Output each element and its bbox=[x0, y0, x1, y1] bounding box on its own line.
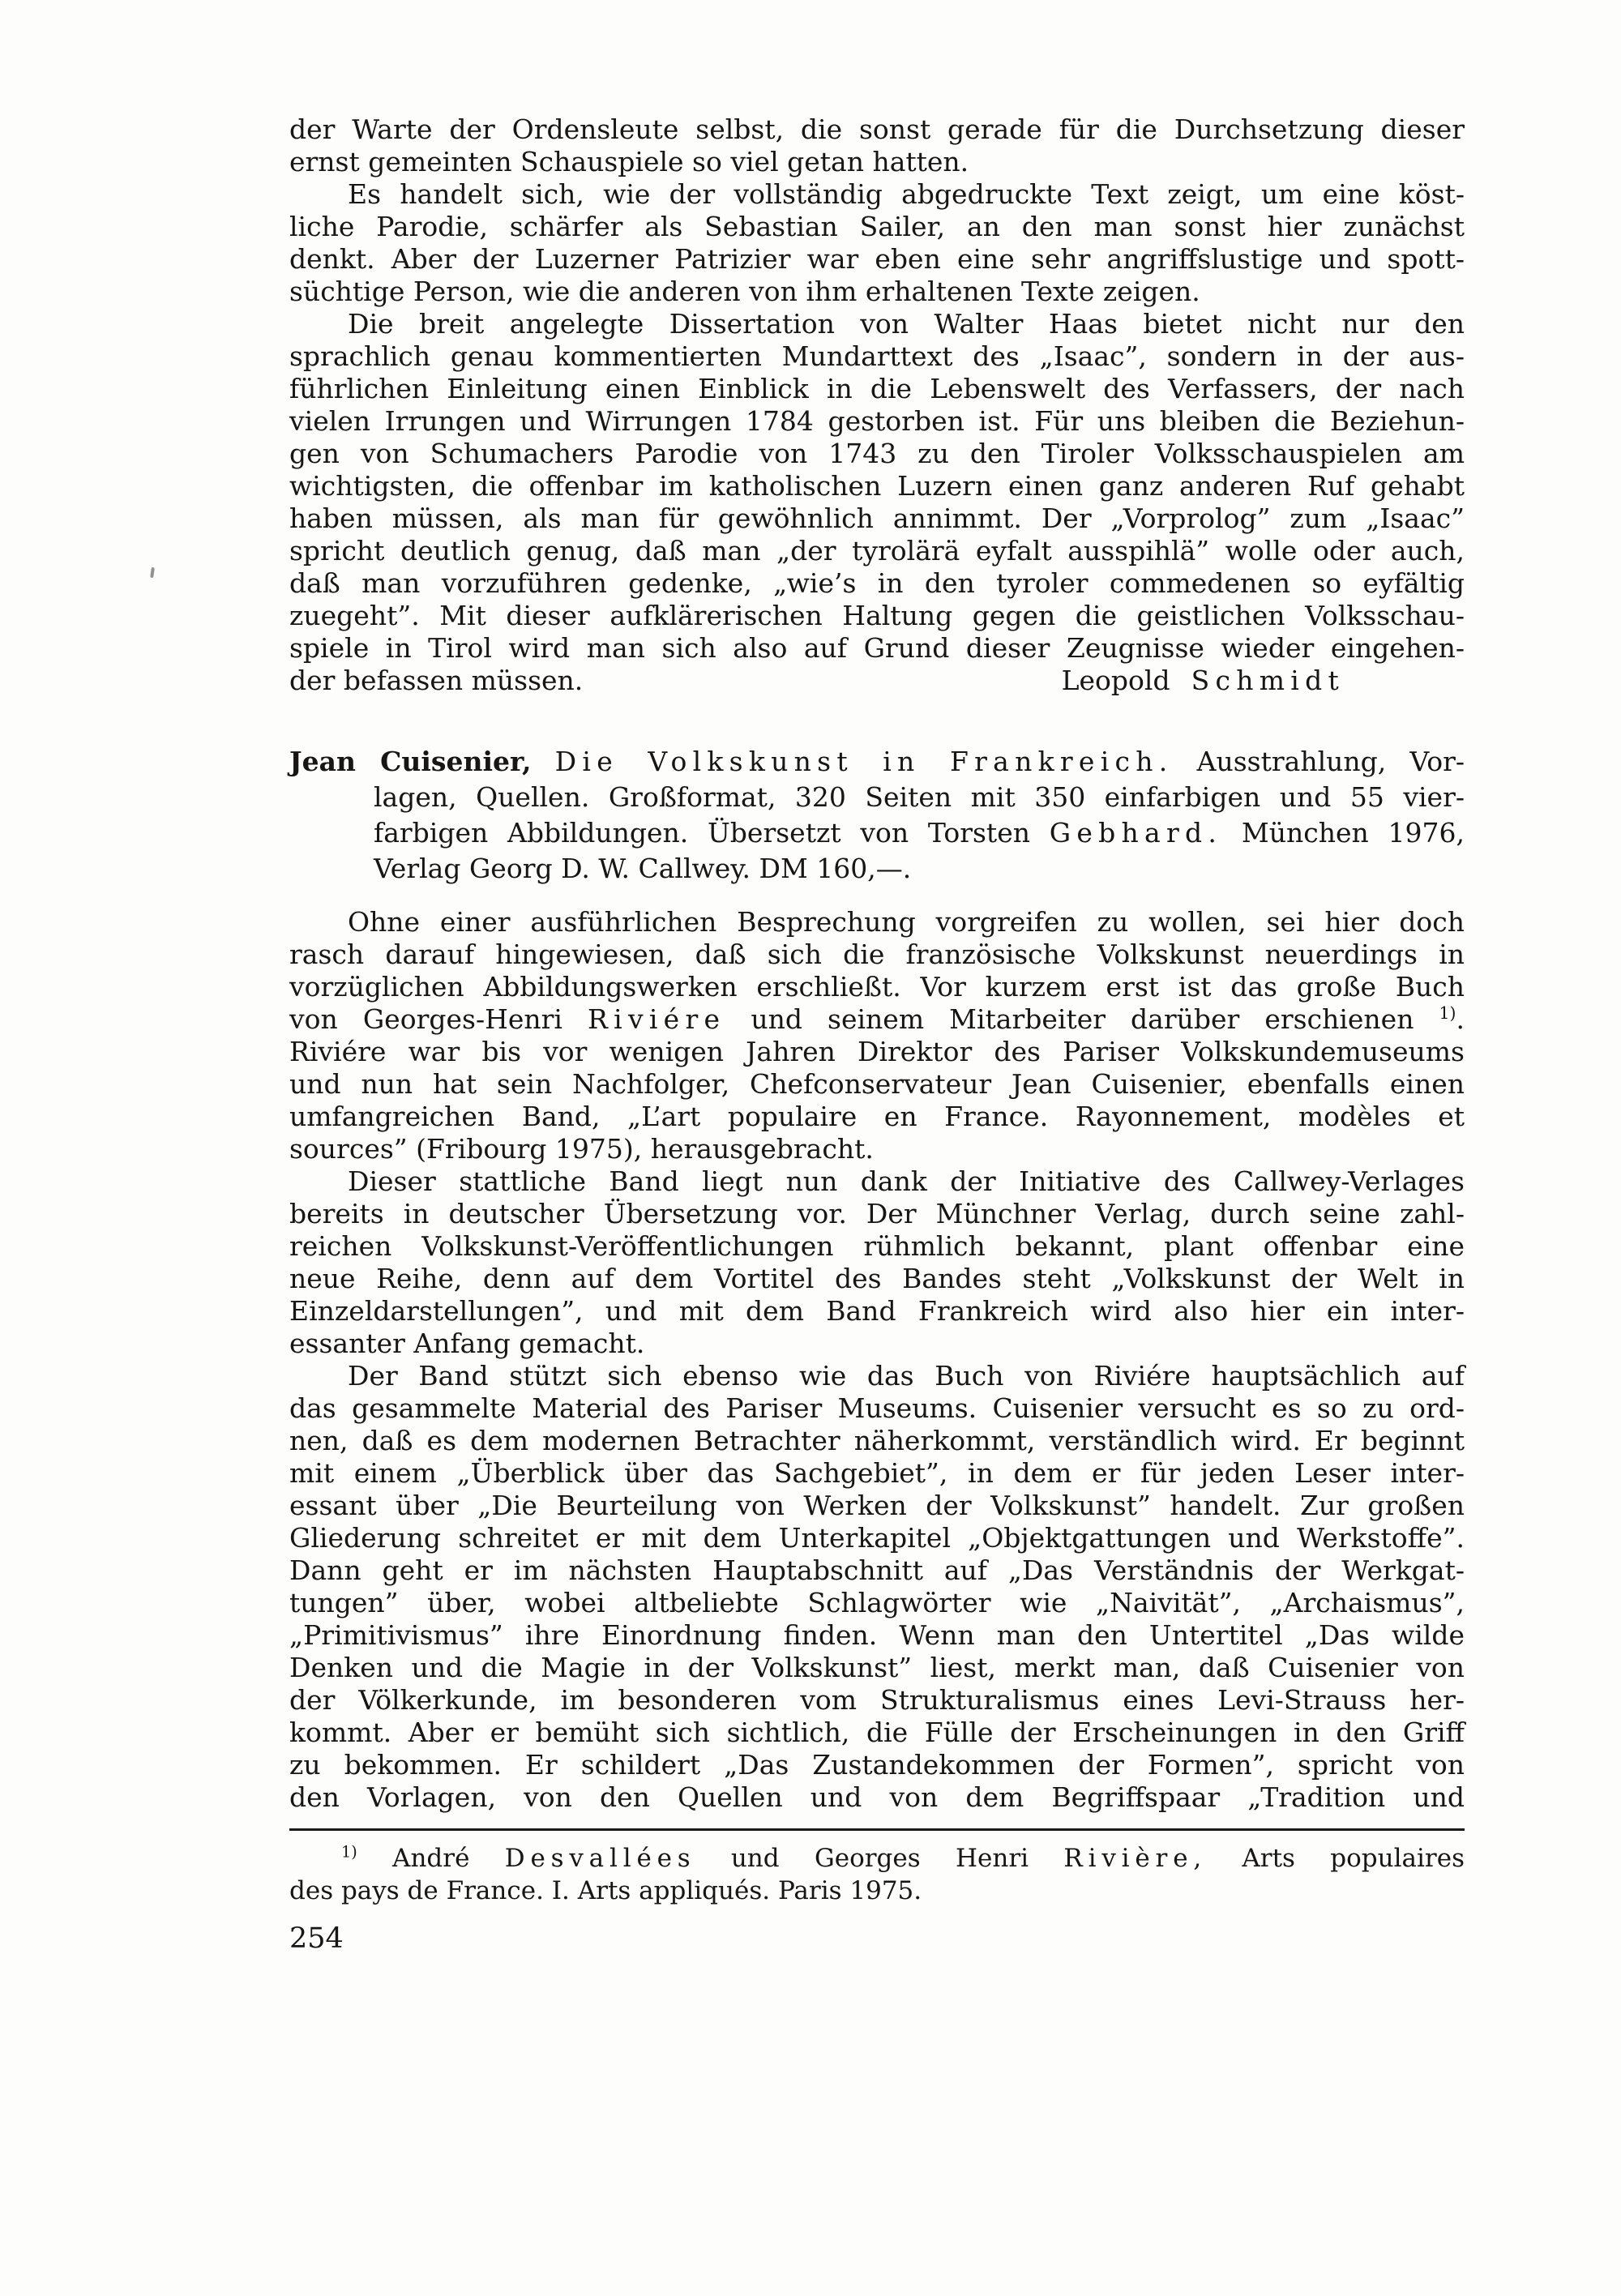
text-line: Verlag Georg D. W. Callwey. DM 160,—. bbox=[374, 853, 912, 884]
text-line: mit einem „Überblick über das Sachgebiet”, in dem er für jeden Leser inter- bbox=[289, 1457, 1465, 1489]
text-line: zu bekommen. Er schildert „Das Zustandekommen der Formen”, spricht von bbox=[289, 1749, 1465, 1781]
text-segment: Arts populaires bbox=[1207, 1844, 1465, 1873]
text-segment: Rivière, bbox=[1063, 1844, 1208, 1873]
text-line: nen, daß es dem modernen Betrachter näherkommt, verständlich wird. Er beginnt bbox=[289, 1425, 1465, 1456]
text-line: und nun hat sein Nachfolger, Chefconservateur Jean Cuisenier, ebenfalls einen bbox=[289, 1068, 1465, 1100]
text-segment: 1) bbox=[341, 1842, 357, 1862]
text-segment: Leopold bbox=[1061, 665, 1170, 696]
text-line bbox=[289, 1842, 1465, 1875]
text-segment: Jean Cuisenier, bbox=[289, 746, 532, 777]
text-segment: 1) bbox=[1439, 1003, 1456, 1023]
text-segment: Riviére bbox=[588, 1003, 726, 1035]
footnote bbox=[289, 1842, 1465, 1907]
text-line: lagen, Quellen. Großformat, 320 Seiten mit 350 einfarbigen und 55 vier- bbox=[374, 781, 1465, 813]
text-line: Ohne einer ausführlichen Besprechung vorgreifen zu wollen, sei hier doch bbox=[348, 906, 1465, 938]
text-line: Denken und die Magie in der Volkskunst” liest, merkt man, daß Cuisenier von bbox=[289, 1652, 1465, 1683]
text-line: „Primitivismus” ihre Einordnung finden. Wenn man den Untertitel „Das wilde bbox=[289, 1619, 1465, 1651]
text-line: neue Reihe, denn auf dem Vortitel des Bandes steht „Volkskunst der Welt in bbox=[289, 1263, 1465, 1294]
text-line: des pays de France. I. Arts appliqués. Paris 1975. bbox=[289, 1876, 922, 1905]
footnote-divider bbox=[289, 1828, 1465, 1831]
review-paragraph bbox=[289, 906, 1465, 1165]
text-line: kommt. Aber er bemüht sich sichtlich, die Fülle der Erscheinungen in den Griff bbox=[289, 1717, 1465, 1748]
text-line: umfangreichen Band, „L’art populaire en France. Rayonnement, modèles et bbox=[289, 1101, 1465, 1132]
text-line: führlichen Einleitung einen Einblick in die Lebenswelt des Verfassers, der nach bbox=[289, 373, 1465, 404]
text-line bbox=[289, 1003, 1465, 1036]
text-segment bbox=[532, 746, 555, 777]
signature-text bbox=[289, 665, 583, 697]
text-segment: Gebhard. bbox=[1049, 817, 1223, 849]
text-segment: München 1976, bbox=[1222, 817, 1465, 849]
text-segment: und Georges Henri bbox=[695, 1844, 1064, 1873]
reviewer-name bbox=[1062, 665, 1465, 697]
text-line: essant über „Die Beurteilung von Werken der Volkskunst” handelt. Zur großen bbox=[289, 1490, 1465, 1521]
review-paragraph bbox=[289, 1360, 1465, 1814]
text-segment: von Georges-Henri bbox=[289, 1003, 588, 1035]
text-line: der Völkerkunde, im besonderen vom Strukturalismus eines Levi-Strauss her- bbox=[289, 1684, 1465, 1716]
text-line: süchtige Person, wie die anderen von ihm erhaltenen Texte zeigen. bbox=[289, 276, 1200, 307]
text-line: vielen Irrungen und Wirrungen 1784 gestorben ist. Für uns bleiben die Beziehun- bbox=[289, 405, 1465, 437]
signature-line bbox=[289, 665, 1465, 697]
text-segment: der befassen müssen. bbox=[289, 665, 584, 696]
bibliographic-heading bbox=[289, 744, 1465, 887]
ink-speck bbox=[150, 567, 155, 578]
text-segment: Schmidt bbox=[1191, 665, 1345, 696]
text-line: reichen Volkskunst-Veröffentlichungen rühmlich bekannt, plant offenbar eine bbox=[289, 1230, 1465, 1262]
text-line: Der Band stützt sich ebenso wie das Buch von Riviére hauptsächlich auf bbox=[348, 1360, 1465, 1392]
text-line: haben müssen, als man für gewöhnlich annimmt. Der „Vorprolog” zum „Isaac” bbox=[289, 502, 1465, 534]
text-segment: farbigen Abbildungen. Übersetzt von Torsten bbox=[374, 817, 1050, 849]
text-line: spiele in Tirol wird man sich also auf Grund dieser Zeugnisse wieder eingehen- bbox=[289, 632, 1465, 664]
text-line: rasch darauf hingewiesen, daß sich die französische Volkskunst neuerdings in bbox=[289, 938, 1465, 970]
text-line: sources” (Fribourg 1975), herausgebracht. bbox=[289, 1133, 874, 1165]
text-line: denkt. Aber der Luzerner Patrizier war eben eine sehr angriffslustige und spott- bbox=[289, 243, 1465, 275]
text-line: ernst gemeinten Schauspiele so viel getan hatten. bbox=[289, 146, 969, 177]
text-line: vorzüglichen Abbildungswerken erschließt. Vor kurzem erst ist das große Buch bbox=[289, 971, 1465, 1003]
review-paragraph bbox=[289, 308, 1465, 697]
text-line: bereits in deutscher Übersetzung vor. Der Münchner Verlag, durch seine zahl- bbox=[289, 1198, 1465, 1229]
text-line: Gliederung schreitet er mit dem Unterkapitel „Objektgattungen und Werkstoffe”. bbox=[289, 1522, 1465, 1554]
text-line: liche Parodie, schärfer als Sebastian Sailer, an den man sonst hier zunächst bbox=[289, 211, 1465, 242]
text-line: daß man vorzuführen gedenke, „wie’s in den tyroler commedenen so eyfältig bbox=[289, 567, 1465, 599]
text-segment: und seinem Mitarbeiter darüber erschienen bbox=[725, 1003, 1439, 1035]
review-paragraph bbox=[289, 1165, 1465, 1360]
text-content bbox=[289, 113, 1465, 1907]
text-line: das gesammelte Material des Pariser Museums. Cuisenier versucht es so zu ord- bbox=[289, 1392, 1465, 1424]
text-line bbox=[289, 744, 1465, 780]
text-line: wichtigsten, die offenbar im katholischen Luzern einen ganz anderen Ruf gehabt bbox=[289, 470, 1465, 502]
text-line: sprachlich genau kommentierten Mundarttext des „Isaac”, sondern in der aus- bbox=[289, 340, 1465, 372]
review-paragraph-continuation bbox=[289, 113, 1465, 178]
text-line: tungen” über, wobei altbeliebte Schlagwörter wie „Naivität”, „Archaismus”, bbox=[289, 1587, 1465, 1618]
text-line: gen von Schumachers Parodie von 1743 zu den Tiroler Volksschauspielen am bbox=[289, 438, 1465, 469]
text-segment: Die Volkskunst in Frankreich. bbox=[554, 746, 1174, 777]
page-number: 254 bbox=[289, 1922, 344, 1955]
text-line: essanter Anfang gemacht. bbox=[289, 1328, 645, 1359]
text-line: spricht deutlich genug, daß man „der tyrolärä eyfalt ausspihlä” wolle oder auch, bbox=[289, 535, 1465, 567]
text-segment: . bbox=[1456, 1003, 1465, 1035]
text-line: Dann geht er im nächsten Hauptabschnitt auf „Das Verständnis der Werkgat- bbox=[289, 1554, 1465, 1586]
text-segment: Ausstrahlung, Vor- bbox=[1173, 746, 1465, 777]
text-line: Die breit angelegte Dissertation von Walter Haas bietet nicht nur den bbox=[348, 308, 1465, 340]
text-segment: Desvallées bbox=[504, 1844, 696, 1873]
text-line: der Warte der Ordensleute selbst, die sonst gerade für die Durchsetzung dieser bbox=[289, 113, 1465, 145]
text-line: Riviére war bis vor wenigen Jahren Direktor des Pariser Volkskundemuseums bbox=[289, 1036, 1465, 1067]
text-line: zuegeht”. Mit dieser aufklärerischen Haltung gegen die geistlichen Volksschau- bbox=[289, 600, 1465, 631]
text-segment: André bbox=[357, 1844, 505, 1873]
text-line: den Vorlagen, von den Quellen und von dem Begriffspaar „Tradition und bbox=[289, 1781, 1465, 1813]
text-line: Dieser stattliche Band liegt nun dank der Initiative des Callwey-Verlages bbox=[348, 1165, 1465, 1197]
text-line: Einzeldarstellungen”, und mit dem Band Frankreich wird also hier ein inter- bbox=[289, 1295, 1465, 1327]
text-line bbox=[289, 815, 1465, 851]
text-line: Es handelt sich, wie der vollständig abgedruckte Text zeigt, um eine köst- bbox=[348, 178, 1465, 210]
review-paragraph bbox=[289, 178, 1465, 308]
